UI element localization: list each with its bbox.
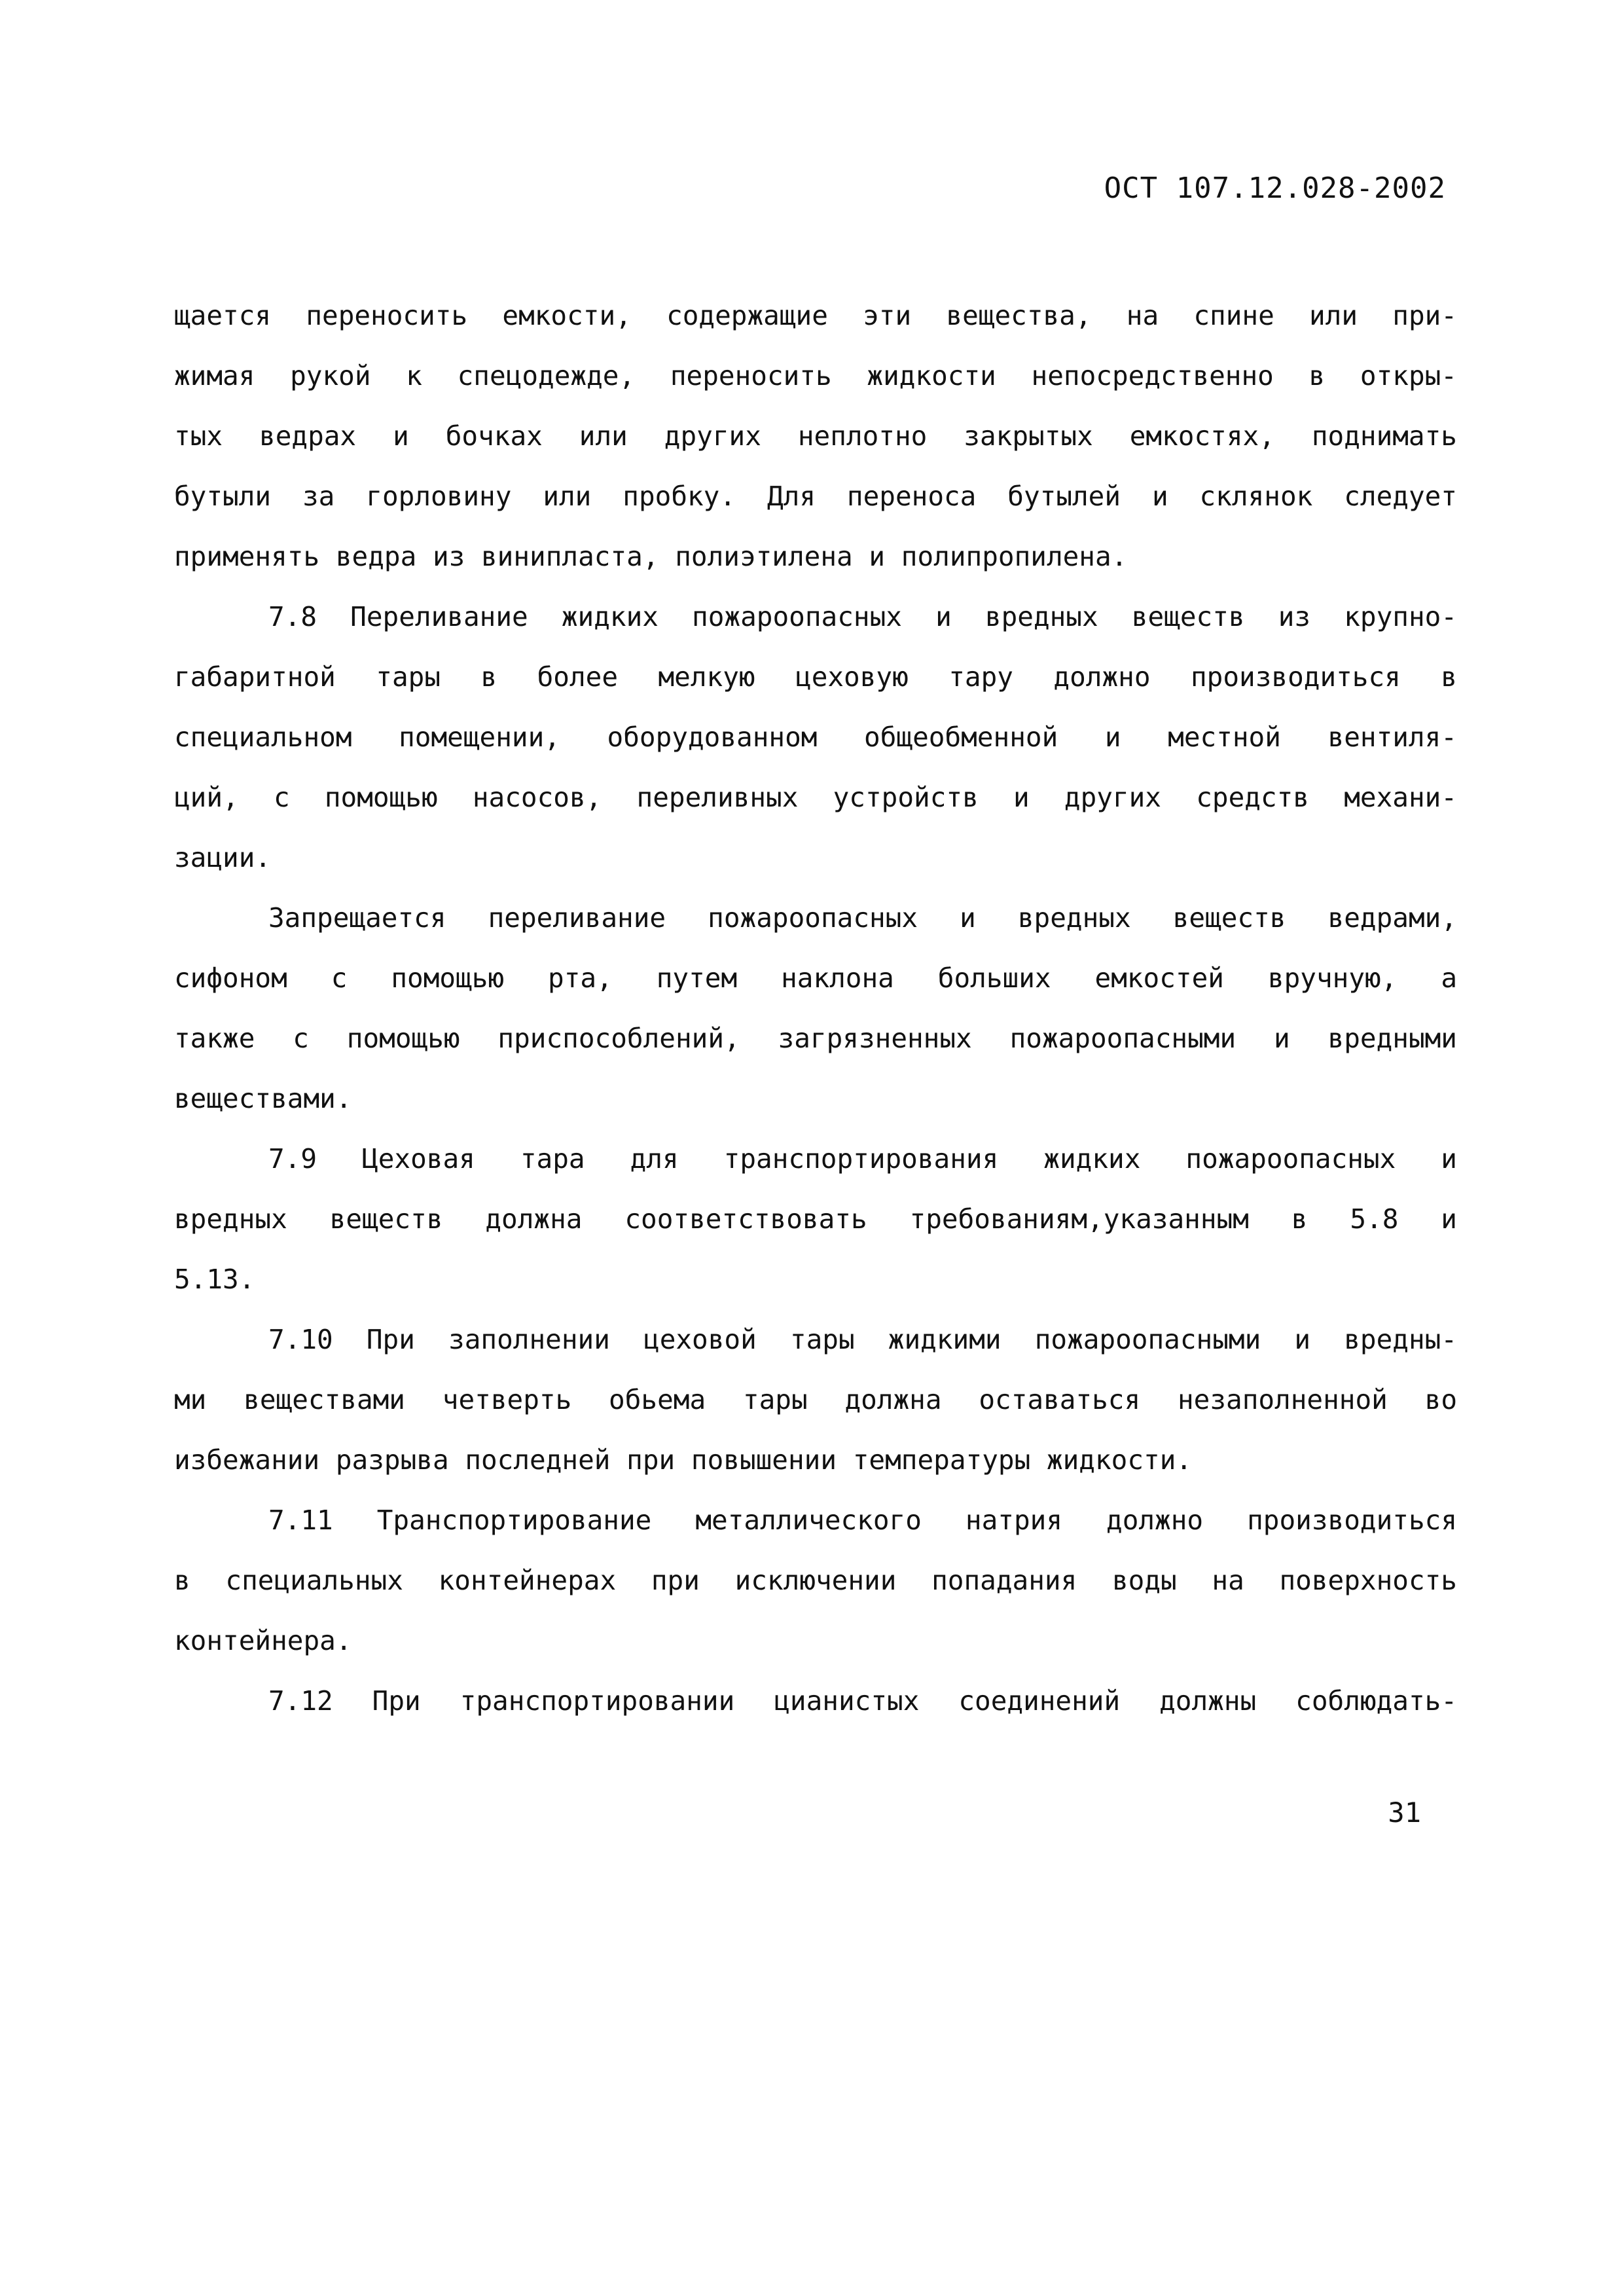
- text-line: вредных веществ должна соответствовать требованиям,указанным в 5.8 и: [174, 1203, 1457, 1235]
- text-line: специальном помещении, оборудованном общеобменной и местной вентиля-: [174, 721, 1457, 753]
- text-line: ций, с помощью насосов, переливных устройств и других средств механи-: [174, 782, 1457, 813]
- text-line: жимая рукой к спецодежде, переносить жидкости непосредственно в откры-: [174, 360, 1457, 392]
- text-line: бутыли за горловину или пробку. Для переноса бутылей и склянок следует: [174, 481, 1457, 512]
- text-line: применять ведра из винипласта, полиэтилена и полипропилена.: [174, 541, 1128, 572]
- text-line: веществами.: [174, 1083, 352, 1114]
- paragraph-7-9-line: 7.9 Цеховая тара для транспортирования жидких пожароопасных и: [268, 1143, 1457, 1175]
- text-line: ми веществами четверть обьема тары должна оставаться незаполненной во: [174, 1384, 1457, 1415]
- text-line: габаритной тары в более мелкую цеховую тару должно производиться в: [174, 661, 1457, 693]
- text-line: в специальных контейнерах при исключении попадания воды на поверхность: [174, 1565, 1457, 1596]
- text-line: тых ведрах и бочках или других неплотно закрытых емкостях, поднимать: [174, 420, 1457, 452]
- text-line: контейнера.: [174, 1625, 352, 1656]
- paragraph-7-8-line: 7.8 Переливание жидких пожароопасных и вредных веществ из крупно-: [268, 601, 1457, 632]
- text-line: избежании разрыва последней при повышении температуры жидкости.: [174, 1444, 1193, 1476]
- text-line: также с помощью приспособлений, загрязненных пожароопасными и вредными: [174, 1023, 1457, 1054]
- paragraph-7-11-line: 7.11 Транспортирование металлического натрия должно производиться: [268, 1504, 1457, 1536]
- text-line: зации.: [174, 842, 272, 873]
- paragraph-7-12-line: 7.12 При транспортировании цианистых соединений должны соблюдать-: [268, 1685, 1457, 1717]
- paragraph-prohibition-line: Запрещается переливание пожароопасных и вредных веществ ведрами,: [268, 902, 1457, 934]
- text-line: сифоном с помощью рта, путем наклона больших емкостей вручную, а: [174, 962, 1457, 994]
- text-line: щается переносить емкости, содержащие эти вещества, на спине или при-: [174, 300, 1457, 331]
- text-line: 5.13.: [174, 1264, 255, 1295]
- paragraph-7-10-line: 7.10 При заполнении цеховой тары жидкими пожароопасными и вредны-: [268, 1324, 1457, 1355]
- document-code-header: ОСТ 107.12.028-2002: [1104, 172, 1446, 205]
- document-body: [174, 285, 1457, 1731]
- page-number: 31: [1388, 1796, 1421, 1829]
